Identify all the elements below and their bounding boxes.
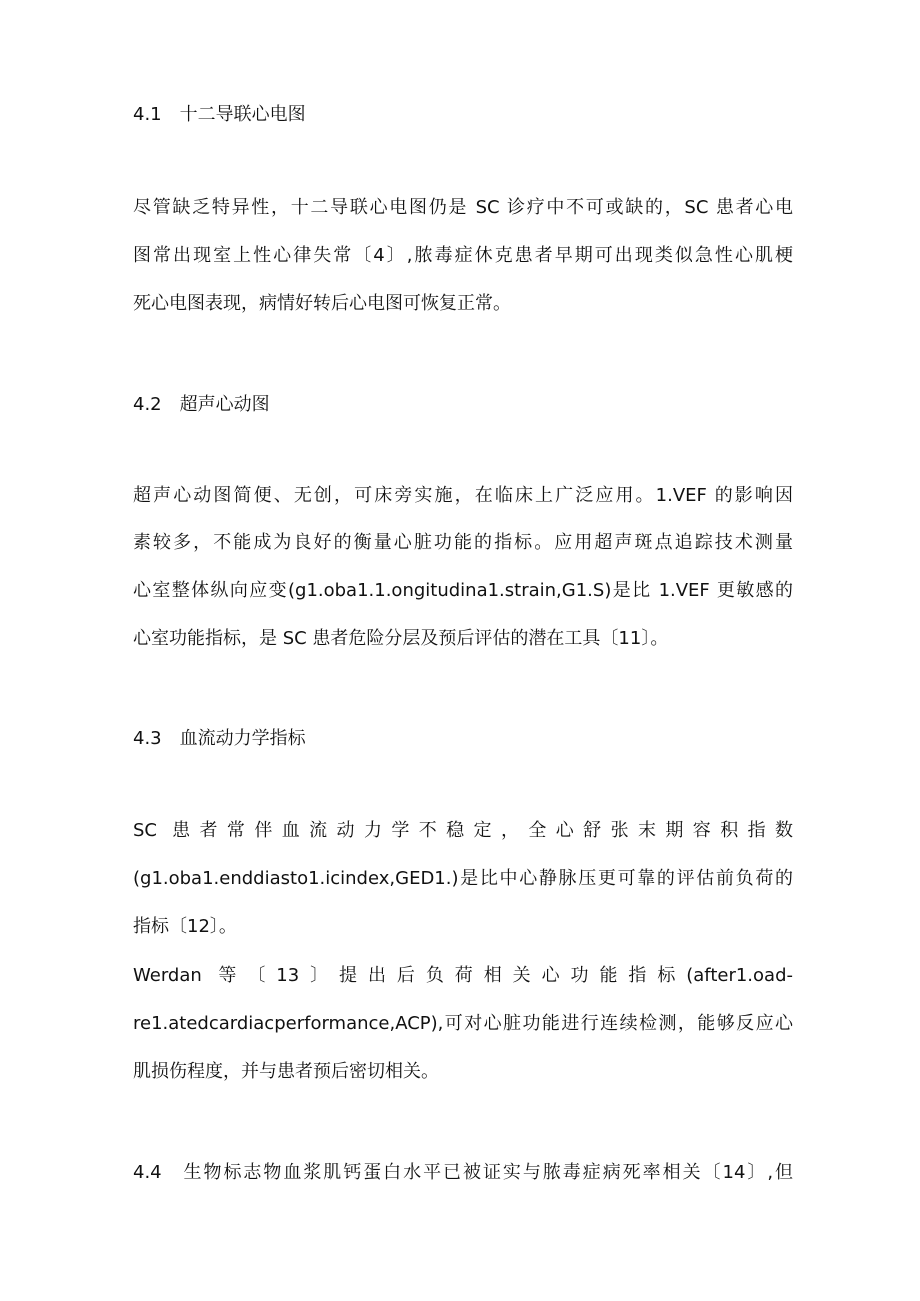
text-line: 超声心动图简便、无创，可床旁实施，在临床上广泛应用。1.VEF 的影响因 <box>133 485 793 506</box>
text-line: 心室整体纵向应变(g1.oba1.1.ongitudina1.strain,G1.S)是比 1.VEF 更敏感的 <box>133 580 793 601</box>
text-line: SC 患者常伴血流动力学不稳定，全心舒张末期容积指数 <box>133 820 793 841</box>
section-heading-4-1: 4.1 十二导联心电图 <box>133 104 306 125</box>
section-heading-4-3: 4.3 血流动力学指标 <box>133 728 306 749</box>
text-line: (g1.oba1.enddiasto1.icindex,GED1.)是比中心静脉压更可靠的评估前负荷的 <box>133 868 793 889</box>
section-heading-4-2: 4.2 超声心动图 <box>133 394 270 415</box>
text-line: Werdan 等〔13〕提出后负荷相关心功能指标(after1.oad- <box>133 965 793 986</box>
text-line: 图常出现室上性心律失常〔4〕,脓毒症休克患者早期可出现类似急性心肌梗 <box>133 245 793 266</box>
text-line: 肌损伤程度，并与患者预后密切相关。 <box>133 1061 439 1082</box>
text-line: 心室功能指标，是 SC 患者危险分层及预后评估的潜在工具〔11〕。 <box>133 628 669 649</box>
text-line: 死心电图表现，病情好转后心电图可恢复正常。 <box>133 293 511 314</box>
text-line: 素较多，不能成为良好的衡量心脏功能的指标。应用超声斑点追踪技术测量 <box>133 532 793 553</box>
text-line: 尽管缺乏特异性，十二导联心电图仍是 SC 诊疗中不可或缺的，SC 患者心电 <box>133 197 793 218</box>
section-heading-4-4: 4.4 生物标志物血浆肌钙蛋白水平已被证实与脓毒症病死率相关〔14〕,但 <box>133 1162 793 1183</box>
text-line: re1.atedcardiacperformance,ACP),可对心脏功能进行连续检测，能够反应心 <box>133 1013 793 1034</box>
text-line: 指标〔12〕。 <box>133 916 237 937</box>
